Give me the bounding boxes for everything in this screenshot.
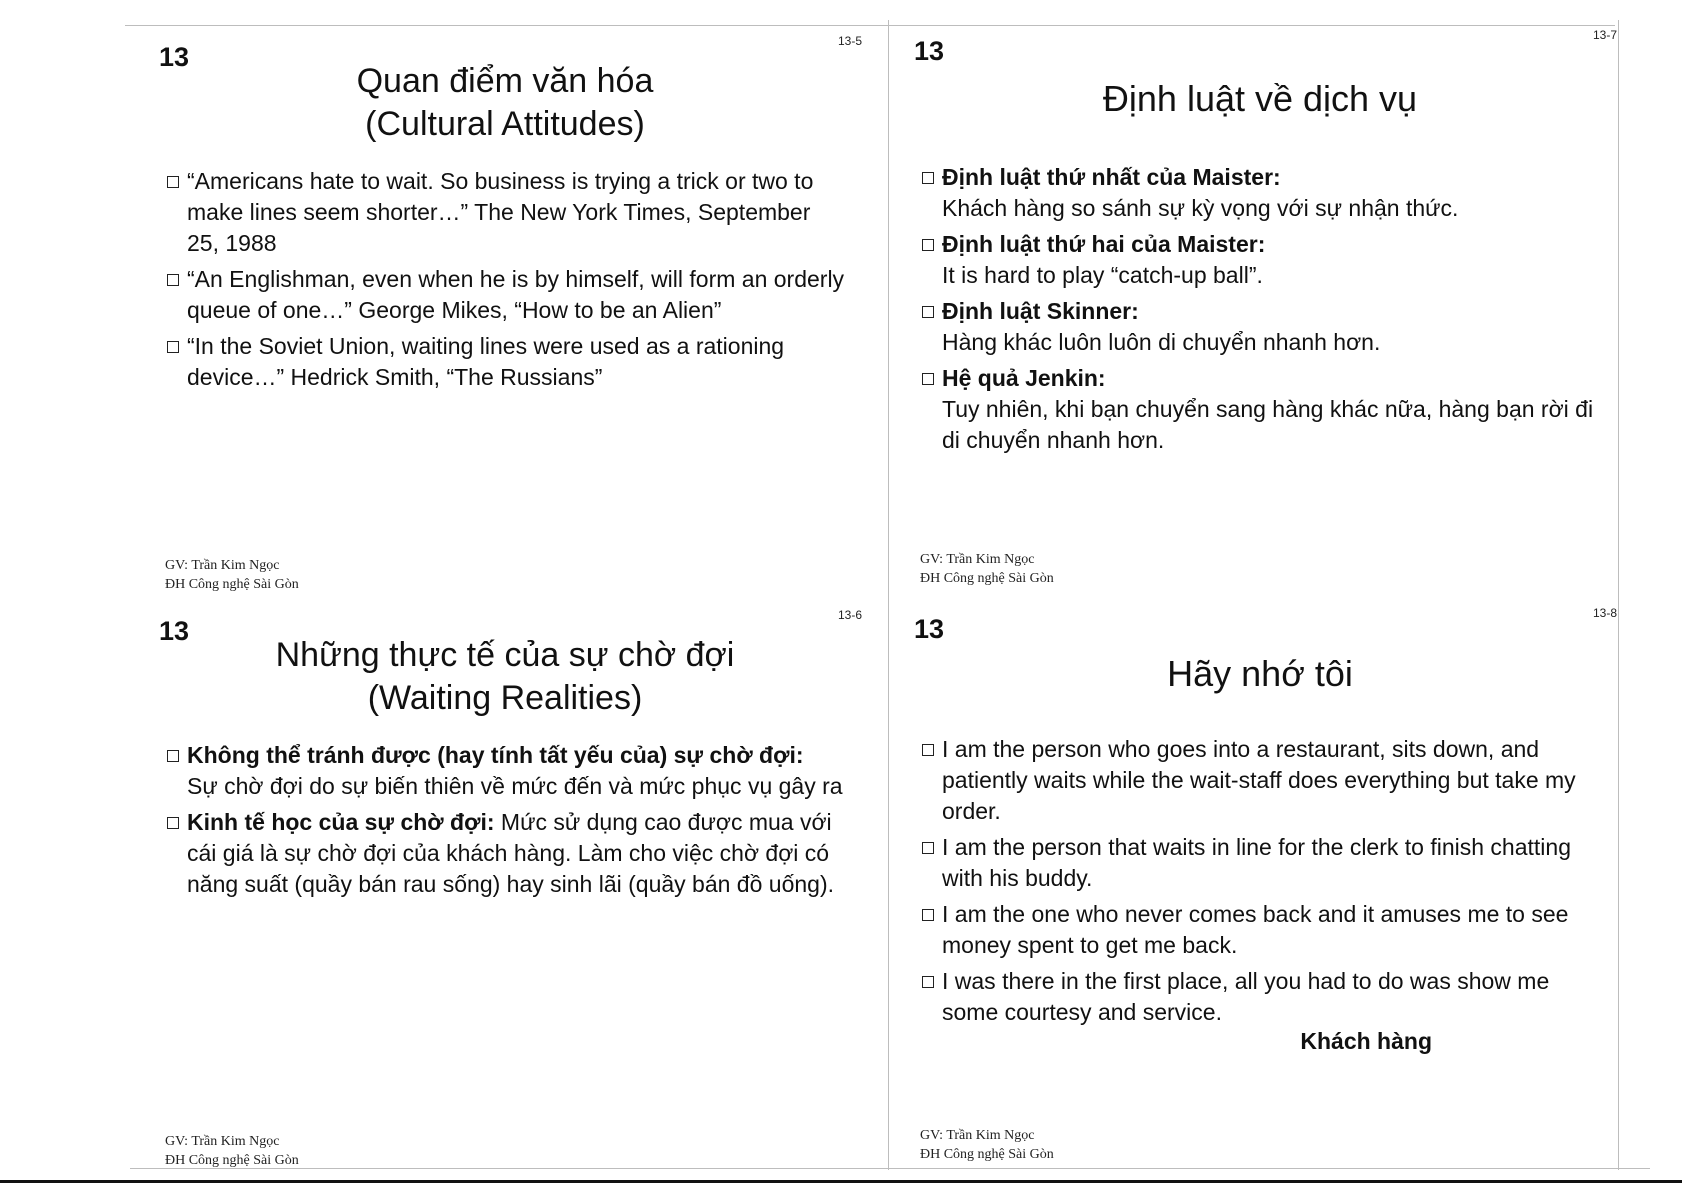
slide-title-line2: (Cultural Attitudes): [365, 105, 645, 143]
bullet-item: [922, 966, 1602, 1028]
bullet-text: “In the Soviet Union, waiting lines were used as a rationing device…” Hedrick Smith, “The Russians”: [187, 333, 785, 390]
bullet-item: [167, 166, 847, 259]
checkbox-bullet-icon: [167, 341, 179, 353]
slide-title-line2: (Waiting Realities): [367, 679, 643, 717]
slide-chapter-number: 13: [159, 616, 190, 646]
bullet-text: Tuy nhiên, khi bạn chuyển sang hàng khác nữa, hàng bạn rời đi di chuyển nhanh hơn.: [942, 396, 1594, 453]
slide-number: 13-6: [838, 608, 863, 622]
checkbox-bullet-icon: [922, 239, 934, 251]
checkbox-bullet-icon: [167, 274, 179, 286]
slide-number: 13-7: [1593, 28, 1618, 42]
bullet-item: [922, 229, 1602, 291]
bullet-heading: Không thể tránh được (hay tính tất yếu của) sự chờ đợi:: [187, 742, 804, 768]
bottom-border: [0, 1180, 1682, 1183]
bullet-text: Sự chờ đợi do sự biến thiên về mức đến và mức phục vụ gây ra: [187, 773, 843, 799]
slide-number: 13-5: [838, 34, 863, 48]
bullet-item: [922, 363, 1602, 456]
bullet-text: It is hard to play “catch-up ball”.: [942, 262, 1263, 288]
checkbox-bullet-icon: [922, 373, 934, 385]
bullet-heading: Định luật thứ nhất của Maister:: [942, 164, 1281, 190]
footer-university: ĐH Công nghệ Sài Gòn: [165, 577, 299, 592]
slide-title-line1: Định luật về dịch vụ: [1102, 78, 1418, 119]
footer-lecturer: GV: Trần Kim Ngọc: [165, 558, 280, 573]
checkbox-bullet-icon: [922, 909, 934, 921]
slide-chapter-number: 13: [914, 614, 945, 644]
slide-title-line1: Những thực tế của sự chờ đợi: [275, 636, 735, 674]
slide-title: [990, 77, 1530, 120]
bullet-text: Mức sử dụng cao được mua với cái giá là sự chờ đợi của khách hàng. Làm cho việc chờ đợi có năng suất (quầy bán rau sống) hay sinh lãi (quầy bán đồ uống).: [187, 809, 834, 897]
slide-body: [167, 740, 847, 905]
bullet-text: I was there in the first place, all you had to do was show me some courtesy and service.: [942, 968, 1550, 1025]
slide-body: [167, 166, 847, 398]
bullet-text: I am the person who goes into a restaurant, sits down, and patiently waits while the wait-staff does everything but take my order.: [942, 736, 1576, 824]
slide-title: [235, 634, 775, 720]
bullet-text: I am the one who never comes back and it amuses me to see money spent to get me back.: [942, 901, 1569, 958]
slide-footer: [920, 1126, 1054, 1164]
footer-university: ĐH Công nghệ Sài Gòn: [920, 571, 1054, 586]
slide-chapter-number: 13: [914, 36, 945, 66]
slide-title: [235, 60, 775, 146]
bullet-item: [922, 899, 1602, 961]
checkbox-bullet-icon: [922, 172, 934, 184]
bullet-heading: Định luật thứ hai của Maister:: [942, 231, 1266, 257]
slide-13-8: [890, 600, 1630, 1170]
slide-13-6: [135, 602, 875, 1172]
bullet-item: [922, 832, 1602, 894]
bullet-heading: Định luật Skinner:: [942, 298, 1139, 324]
bullet-item: [167, 264, 847, 326]
bullet-item: [922, 296, 1602, 358]
slide-title-line1: Quan điểm văn hóa: [356, 62, 654, 100]
bullet-text: “Americans hate to wait. So business is trying a trick or two to make lines seem shorter…” The New York Times, September 25, 1988: [187, 168, 814, 256]
checkbox-bullet-icon: [922, 744, 934, 756]
signature: Khách hàng: [1300, 1028, 1432, 1054]
center-divider: [888, 20, 889, 1170]
checkbox-bullet-icon: [167, 817, 179, 829]
checkbox-bullet-icon: [167, 750, 179, 762]
footer-lecturer: GV: Trần Kim Ngọc: [920, 552, 1035, 567]
bullet-text: Khách hàng so sánh sự kỳ vọng với sự nhận thức.: [942, 195, 1459, 221]
slide-title-line1: Hãy nhớ tôi: [1167, 653, 1353, 694]
checkbox-bullet-icon: [922, 306, 934, 318]
bullet-item: [167, 807, 847, 900]
slide-footer: [165, 1132, 299, 1170]
bullet-item: [922, 162, 1602, 224]
bullet-heading: Kinh tế học của sự chờ đợi:: [187, 809, 495, 835]
bullet-item: [167, 331, 847, 393]
slide-footer: [165, 556, 299, 594]
bullet-item: [167, 740, 847, 802]
footer-lecturer: GV: Trần Kim Ngọc: [165, 1134, 280, 1149]
slide-body: [922, 162, 1602, 461]
slide-title: [990, 652, 1530, 695]
slide-13-5: [135, 28, 875, 598]
bullet-text: Hàng khác luôn luôn di chuyển nhanh hơn.: [942, 329, 1381, 355]
bullet-item: [922, 734, 1602, 827]
slide-chapter-number: 13: [159, 42, 190, 72]
bullet-text: I am the person that waits in line for the clerk to finish chatting with his buddy.: [942, 834, 1571, 891]
slide-footer: [920, 550, 1054, 588]
footer-lecturer: GV: Trần Kim Ngọc: [920, 1128, 1035, 1143]
footer-university: ĐH Công nghệ Sài Gòn: [920, 1147, 1054, 1162]
slide-body: [922, 734, 1602, 1033]
checkbox-bullet-icon: [922, 842, 934, 854]
slide-number: 13-8: [1593, 606, 1618, 620]
bullet-heading: Hệ quả Jenkin:: [942, 365, 1106, 391]
slide-13-7: [890, 22, 1630, 592]
bullet-text: “An Englishman, even when he is by himself, will form an orderly queue of one…” George Mikes, “How to be an Alien”: [187, 266, 845, 323]
checkbox-bullet-icon: [167, 176, 179, 188]
footer-university: ĐH Công nghệ Sài Gòn: [165, 1153, 299, 1168]
checkbox-bullet-icon: [922, 976, 934, 988]
